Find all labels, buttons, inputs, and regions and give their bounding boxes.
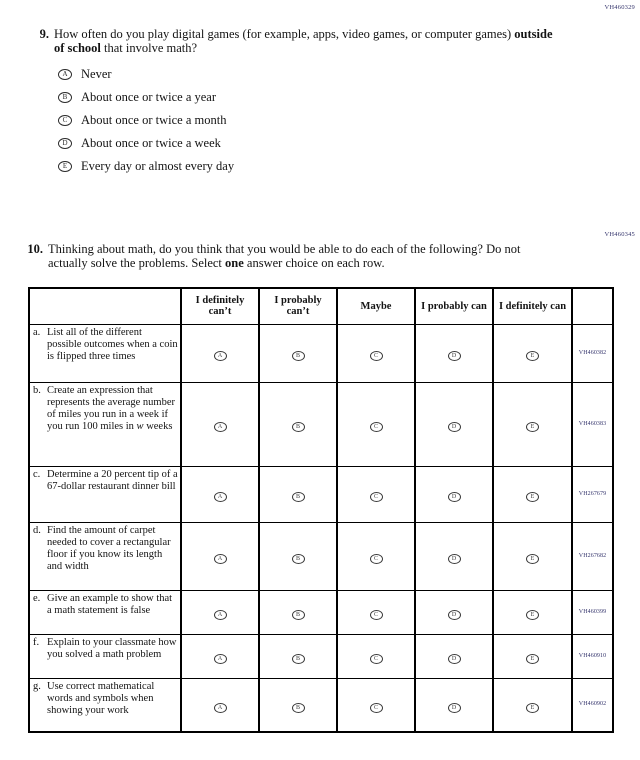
item-code: VH460399 <box>572 590 613 634</box>
table-row-b <box>29 382 613 466</box>
bubble-cell <box>181 324 259 382</box>
answer-bubble-b-icon[interactable]: B <box>292 610 305 620</box>
answer-bubble-b-icon[interactable]: B <box>292 554 305 564</box>
bubble-cell <box>181 522 259 590</box>
row-statement-cell <box>29 634 181 678</box>
answer-bubble-e-icon[interactable]: E <box>526 703 539 713</box>
bubble-cell <box>493 324 572 382</box>
bubble-cell <box>337 634 415 678</box>
question-9-options <box>54 67 584 173</box>
question-10-answer-grid <box>28 287 614 733</box>
row-statement-cell <box>29 466 181 522</box>
answer-bubble-e-icon[interactable]: E <box>526 351 539 361</box>
answer-bubble-d-icon[interactable]: D <box>58 138 72 149</box>
option-label: Never <box>81 67 112 81</box>
answer-bubble-c-icon[interactable]: C <box>370 654 383 664</box>
question-9-number: 9. <box>39 27 49 41</box>
row-text-part: List all of the different possible outcomes when a coin is flipped three times <box>47 326 178 363</box>
row-statement-cell <box>29 590 181 634</box>
item-code: VH267682 <box>572 522 613 590</box>
row-letter: e. <box>33 592 41 604</box>
answer-bubble-c-icon[interactable]: C <box>370 422 383 432</box>
row-letter: c. <box>33 468 41 480</box>
row-statement-cell <box>29 324 181 382</box>
row-statement <box>30 635 180 664</box>
bubble-cell <box>337 678 415 732</box>
column-header-3: Maybe <box>337 288 415 324</box>
question-9-text <box>54 27 566 55</box>
bubble-cell <box>181 466 259 522</box>
answer-bubble-d-icon[interactable]: D <box>448 610 461 620</box>
row-statement <box>30 523 180 576</box>
bubble-cell <box>415 590 493 634</box>
answer-bubble-c-icon[interactable]: C <box>370 351 383 361</box>
row-text <box>47 525 178 574</box>
column-header-2: I probably can’t <box>259 288 337 324</box>
answer-bubble-e-icon[interactable]: E <box>526 654 539 664</box>
q9-option-c[interactable] <box>54 113 584 127</box>
question-10-text <box>48 242 560 270</box>
bubble-cell <box>181 678 259 732</box>
answer-bubble-e-icon[interactable]: E <box>526 422 539 432</box>
row-statement <box>30 325 180 366</box>
answer-bubble-a-icon[interactable]: A <box>214 351 227 361</box>
answer-bubble-c-icon[interactable]: C <box>370 703 383 713</box>
bubble-cell <box>493 678 572 732</box>
row-statement <box>30 383 180 436</box>
bubble-cell <box>493 382 572 466</box>
row-statement <box>30 467 180 496</box>
q9-option-a[interactable] <box>54 67 584 81</box>
column-header-1: I definitely can’t <box>181 288 259 324</box>
q9-option-b[interactable] <box>54 90 584 104</box>
bubble-cell <box>259 466 337 522</box>
option-label: About once or twice a month <box>81 113 227 127</box>
answer-bubble-a-icon[interactable]: A <box>214 554 227 564</box>
question-10-text-pre: Thinking about math, do you think that you would be able to do each of the following? Do not actually solve the problems. Select <box>48 242 521 270</box>
answer-bubble-a-icon[interactable]: A <box>58 69 72 80</box>
row-text <box>47 385 178 434</box>
question-10-number: 10. <box>27 242 43 256</box>
column-header-5: I definitely can <box>493 288 572 324</box>
bubble-cell <box>181 590 259 634</box>
row-text <box>47 593 178 618</box>
answer-bubble-d-icon[interactable]: D <box>448 654 461 664</box>
table-row-d <box>29 522 613 590</box>
bubble-cell <box>415 324 493 382</box>
answer-bubble-d-icon[interactable]: D <box>448 703 461 713</box>
row-text <box>47 637 178 662</box>
option-label: Every day or almost every day <box>81 159 235 173</box>
answer-bubble-c-icon[interactable]: C <box>58 115 72 126</box>
bubble-cell <box>259 590 337 634</box>
answer-bubble-c-icon[interactable]: C <box>370 492 383 502</box>
answer-bubble-e-icon[interactable]: E <box>526 554 539 564</box>
answer-bubble-c-icon[interactable]: C <box>370 554 383 564</box>
question-10 <box>18 242 593 270</box>
row-statement-cell <box>29 522 181 590</box>
row-statement-cell <box>29 382 181 466</box>
bubble-cell <box>493 590 572 634</box>
item-code: VH460383 <box>572 382 613 466</box>
q9-option-e[interactable] <box>54 159 584 173</box>
bubble-cell <box>493 466 572 522</box>
row-text-part: Find the amount of carpet needed to cover a rectangular floor if you know its length and width <box>47 524 171 573</box>
table-row-f <box>29 634 613 678</box>
bubble-cell <box>337 324 415 382</box>
bubble-cell <box>259 382 337 466</box>
row-text-part: Give an example to show that a math statement is false <box>47 592 173 616</box>
bubble-cell <box>415 382 493 466</box>
answer-bubble-d-icon[interactable]: D <box>448 351 461 361</box>
row-text-italic: w <box>136 421 144 433</box>
answer-bubble-b-icon[interactable]: B <box>292 492 305 502</box>
question-10-text-bold: one <box>225 256 244 270</box>
bubble-cell <box>259 324 337 382</box>
header-blank <box>29 288 181 324</box>
option-label: About once or twice a week <box>81 136 221 150</box>
answer-bubble-d-icon[interactable]: D <box>448 422 461 432</box>
item-code: VH460910 <box>572 634 613 678</box>
row-letter: a. <box>33 326 41 338</box>
bubble-cell <box>259 522 337 590</box>
row-text <box>47 681 178 718</box>
bubble-cell <box>493 522 572 590</box>
table-row-g <box>29 678 613 732</box>
answer-bubble-d-icon[interactable]: D <box>448 554 461 564</box>
answer-bubble-b-icon[interactable]: B <box>58 92 72 103</box>
row-letter: b. <box>33 384 41 396</box>
row-letter: g. <box>33 680 41 692</box>
question-9 <box>24 27 584 182</box>
question-9-text-pre: How often do you play digital games (for example, apps, video games, or computer games) <box>54 27 515 41</box>
row-text-part: Determine a 20 percent tip of a 67-dollar restaurant dinner bill <box>47 468 178 492</box>
question-9-text-post: that involve math? <box>100 41 198 55</box>
bubble-cell <box>337 382 415 466</box>
item-code-q10: VH460345 <box>604 231 635 238</box>
header-row <box>29 288 613 324</box>
bubble-cell <box>493 634 572 678</box>
row-text <box>47 469 178 494</box>
answer-bubble-e-icon[interactable]: E <box>526 492 539 502</box>
bubble-cell <box>415 522 493 590</box>
bubble-cell <box>337 466 415 522</box>
row-text-part: Use correct mathematical words and symbols when showing your work <box>47 680 155 717</box>
row-letter: d. <box>33 524 41 536</box>
answer-bubble-e-icon[interactable]: E <box>58 161 72 172</box>
answer-bubble-a-icon[interactable]: A <box>214 492 227 502</box>
row-text-part: Create an expression that represents the average number of miles you run in a week if you run 100 miles in <box>47 384 175 433</box>
answer-bubble-a-icon[interactable]: A <box>214 703 227 713</box>
question-10-text-post: answer choice on each row. <box>243 256 385 270</box>
answer-bubble-b-icon[interactable]: B <box>292 654 305 664</box>
bubble-cell <box>259 634 337 678</box>
row-text-part: Explain to your classmate how you solved a math problem <box>47 636 177 660</box>
table-row-c <box>29 466 613 522</box>
answer-bubble-d-icon[interactable]: D <box>448 492 461 502</box>
item-code: VH267679 <box>572 466 613 522</box>
header-code-blank <box>572 288 613 324</box>
bubble-cell <box>337 590 415 634</box>
answer-bubble-b-icon[interactable]: B <box>292 351 305 361</box>
bubble-cell <box>337 522 415 590</box>
item-code: VH460382 <box>572 324 613 382</box>
answer-bubble-e-icon[interactable]: E <box>526 610 539 620</box>
row-text-part: weeks <box>143 421 173 433</box>
item-code-q9: VH460329 <box>604 4 635 11</box>
table-row-e <box>29 590 613 634</box>
answer-bubble-a-icon[interactable]: A <box>214 610 227 620</box>
question-9-text-bold: outside of school <box>54 27 553 55</box>
answer-bubble-c-icon[interactable]: C <box>370 610 383 620</box>
row-statement <box>30 679 180 720</box>
row-statement-cell <box>29 678 181 732</box>
bubble-cell <box>415 634 493 678</box>
row-statement <box>30 591 180 620</box>
answer-bubble-a-icon[interactable]: A <box>214 422 227 432</box>
column-header-4: I probably can <box>415 288 493 324</box>
bubble-cell <box>415 678 493 732</box>
answer-bubble-b-icon[interactable]: B <box>292 422 305 432</box>
option-label: About once or twice a year <box>81 90 217 104</box>
row-text <box>47 327 178 364</box>
answer-bubble-b-icon[interactable]: B <box>292 703 305 713</box>
answer-bubble-a-icon[interactable]: A <box>214 654 227 664</box>
q9-option-d[interactable] <box>54 136 584 150</box>
item-code: VH460902 <box>572 678 613 732</box>
bubble-cell <box>181 634 259 678</box>
bubble-cell <box>415 466 493 522</box>
bubble-cell <box>259 678 337 732</box>
row-letter: f. <box>33 636 40 648</box>
table-row-a <box>29 324 613 382</box>
bubble-cell <box>181 382 259 466</box>
